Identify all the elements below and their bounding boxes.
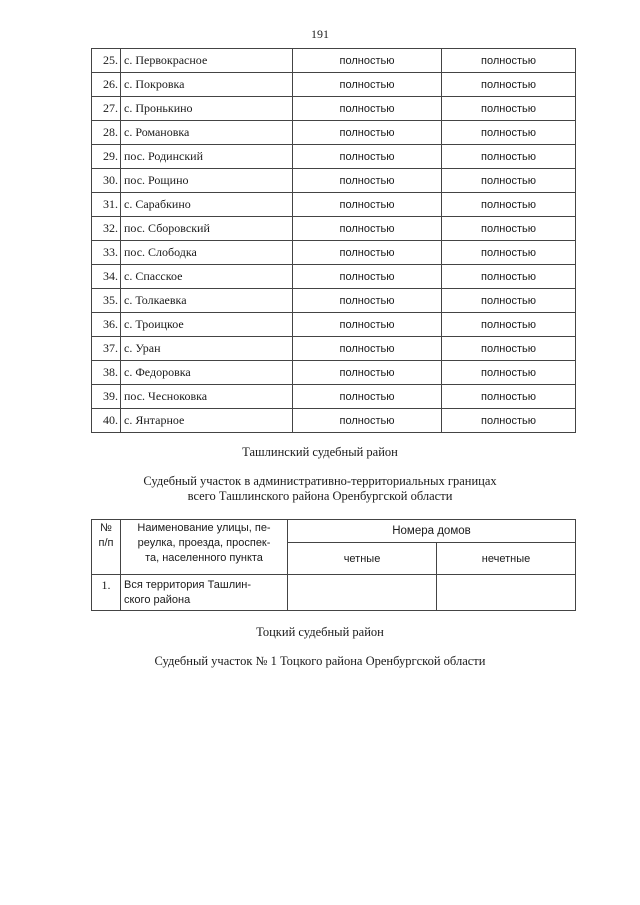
row-number: 26. [92,73,121,97]
row-number: 30. [92,169,121,193]
even-numbers: полностью [293,361,442,385]
row-number: 38. [92,361,121,385]
header-name-line2: реулка, проезда, проспек- [137,537,271,549]
table-header-row [92,520,576,543]
row-name-line2: ского района [124,594,191,606]
even-numbers: полностью [293,241,442,265]
table-row [92,217,576,241]
row-name [121,575,288,611]
table-row [92,313,576,337]
row-number: 27. [92,97,121,121]
table-row [92,361,576,385]
table-row [92,97,576,121]
tashla-table [91,519,576,611]
even-numbers: полностью [293,97,442,121]
settlements-table [91,48,576,433]
page-number: 191 [311,27,329,41]
row-name-line1: Вся территория Ташлин- [124,579,252,591]
section-subtitle-tashla-line1: Судебный участок в административно-территориальных границах [143,474,497,488]
table-row [92,337,576,361]
header-house-numbers: Номера домов [288,520,576,543]
row-number: 25. [92,49,121,73]
row-number: 37. [92,337,121,361]
row-number: 34. [92,265,121,289]
row-number: 29. [92,145,121,169]
even-numbers: полностью [293,385,442,409]
odd-numbers: полностью [442,265,576,289]
table-row [92,169,576,193]
header-name-line1: Наименование улицы, пе- [137,522,271,534]
header-name-line3: та, населенного пункта [145,552,263,564]
even-numbers: полностью [293,217,442,241]
header-num-line2: п/п [98,537,114,549]
settlement-name: с. Романовка [121,121,293,145]
odd-numbers: полностью [442,313,576,337]
settlement-name: с. Пронькино [121,97,293,121]
row-odd [437,575,576,611]
odd-numbers: полностью [442,289,576,313]
header-odd: нечетные [437,543,576,575]
row-number: 36. [92,313,121,337]
settlement-name: с. Троицкое [121,313,293,337]
table-row [92,265,576,289]
settlement-name: пос. Родинский [121,145,293,169]
odd-numbers: полностью [442,217,576,241]
table-row [92,409,576,433]
row-number: 35. [92,289,121,313]
even-numbers: полностью [293,337,442,361]
table-row [92,121,576,145]
settlement-name: пос. Рощино [121,169,293,193]
section-title-tashla: Ташлинский судебный район [242,445,398,459]
section-subtitle-totskoe: Судебный участок № 1 Тоцкого района Оренбургской области [154,654,486,668]
settlement-name: пос. Слободка [121,241,293,265]
row-number: 31. [92,193,121,217]
header-num [92,520,121,575]
odd-numbers: полностью [442,49,576,73]
row-number: 39. [92,385,121,409]
row-number: 33. [92,241,121,265]
row-number: 28. [92,121,121,145]
even-numbers: полностью [293,289,442,313]
odd-numbers: полностью [442,337,576,361]
row-number: 40. [92,409,121,433]
even-numbers: полностью [293,145,442,169]
header-even: четные [288,543,437,575]
odd-numbers: полностью [442,121,576,145]
table-row [92,385,576,409]
odd-numbers: полностью [442,241,576,265]
table-row [92,241,576,265]
header-num-line1: № [100,522,112,534]
odd-numbers: полностью [442,409,576,433]
settlement-name: с. Толкаевка [121,289,293,313]
header-name [121,520,288,575]
even-numbers: полностью [293,193,442,217]
table-row [92,49,576,73]
settlement-name: с. Уран [121,337,293,361]
settlement-name: с. Покровка [121,73,293,97]
settlement-name: с. Федоровка [121,361,293,385]
odd-numbers: полностью [442,169,576,193]
even-numbers: полностью [293,265,442,289]
settlement-name: с. Сарабкино [121,193,293,217]
row-num: 1. [92,575,121,611]
settlement-name: пос. Чесноковка [121,385,293,409]
odd-numbers: полностью [442,145,576,169]
odd-numbers: полностью [442,73,576,97]
odd-numbers: полностью [442,97,576,121]
row-number: 32. [92,217,121,241]
odd-numbers: полностью [442,385,576,409]
section-title-totskoe: Тоцкий судебный район [256,625,384,639]
settlement-name: с. Янтарное [121,409,293,433]
row-even [288,575,437,611]
table-row [92,73,576,97]
settlement-name: с. Первокрасное [121,49,293,73]
even-numbers: полностью [293,49,442,73]
table-row [92,575,576,611]
odd-numbers: полностью [442,193,576,217]
settlement-name: пос. Сборовский [121,217,293,241]
even-numbers: полностью [293,169,442,193]
even-numbers: полностью [293,121,442,145]
settlement-name: с. Спасское [121,265,293,289]
even-numbers: полностью [293,409,442,433]
table-row [92,145,576,169]
odd-numbers: полностью [442,361,576,385]
table-row [92,193,576,217]
table-row [92,289,576,313]
even-numbers: полностью [293,313,442,337]
even-numbers: полностью [293,73,442,97]
section-subtitle-tashla-line2: всего Ташлинского района Оренбургской области [187,489,453,503]
